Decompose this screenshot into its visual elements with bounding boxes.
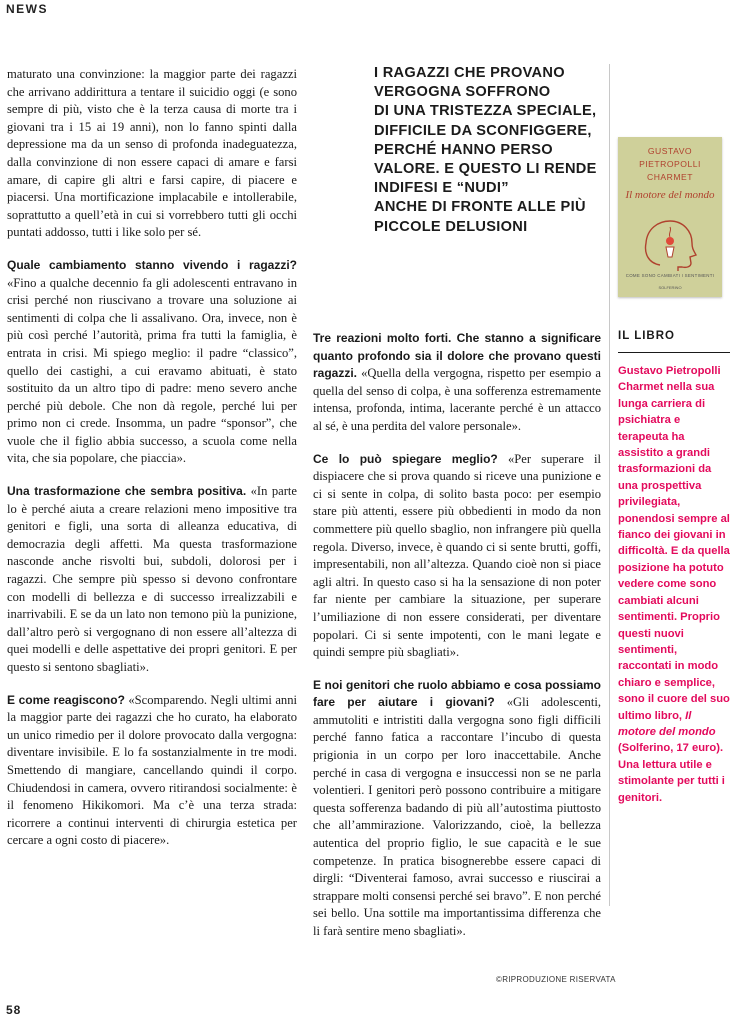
paragraph: E come reagiscono? «Scomparendo. Negli ultimi anni la maggior parte dei ragazzi che ho curato, ha elaborato un unico rimedio per il dolore provocato dalla vergogna: diventare invisibile. E lo fa sostanzialmente in tre modi. Smettendo di mangiare, cancellando quindi il corpo. Chiudendosi in camera, ovvero ritirandosi socialmente: è il fenomeno Hikikomori. Ma c’è una terza strada: ricorrere a continui interventi di chirurgia estetica per cercare a ogni costo di piacere». <box>7 692 298 848</box>
pull-quote-line: ANCHE DI FRONTE ALLE PIÙ <box>374 199 586 216</box>
pull-quote-line: INDIFESI E “NUDI” <box>374 180 509 197</box>
paragraph: E noi genitori che ruolo abbiamo e cosa possiamo fare per aiutare i giovani? «Gli adolescenti, ammutoliti e intristiti dalla vergogna sono figli difficili perché fanno fatica a raccontare l’incubo di questa prigionia in un corpo per loro inaccettabile. Anche perché in casa di vergogna e insuccessi non se ne parla volentieri. I genitori però possono contribuire a mitigare questa sofferenza badando di più all’autostima piuttosto che all’ammirazione. Valorizzando, cioè, la bellezza autentica del proprio figlio, le sue capacità e le sue competenze. In pratica bisognerebbe essere capaci di dirgli: “Diventerai famoso, avrai successo e riuscirai a strappare molti consensi perché sei bravo”. E non perché sei bello. Una sottile ma importantissima differenza che li farà sentire meno sbagliati». <box>313 677 601 938</box>
question-lead: E come reagiscono? <box>7 692 125 707</box>
sidebar-rule <box>618 352 730 353</box>
pull-quote-line: PERCHÉ HANNO PERSO <box>374 141 553 158</box>
article-column-1 <box>7 66 297 865</box>
book-cover-publisher: SOLFERINO <box>658 285 682 290</box>
question-lead: E noi genitori che ruolo abbiamo e cosa possiamo fare per aiutare i giovani? <box>313 677 601 710</box>
question-lead: Quale cambiamento stanno vivendo i ragazzi? <box>7 257 297 272</box>
sidebar-text: Gustavo Pietropolli Charmet nella sua lunga carriera di psichiatra e terapeuta ha assistito a grandi trasformazioni da una prospettiva privilegiata, ponendosi sempre al fianco dei giovani in difficoltà. E da quella posizione ha potuto vedere come sono cambiati alcuni sentimenti. Proprio questi nuovi sentimenti, raccontati in modo chiaro e semplice, sono il cuore del suo ultimo libro, Il motore del mondo (Solferino, 17 euro). Una lettura utile e stimolante per tutti i genitori. <box>618 365 730 804</box>
sidebar-kicker: IL LIBRO <box>618 330 675 342</box>
pull-quote-line: VERGOGNA SOFFRONO <box>374 84 551 101</box>
pull-quote-line: DI UNA TRISTEZZA SPECIALE, <box>374 103 597 120</box>
pull-quote <box>374 64 604 237</box>
copyright-credit: ©RIPRODUZIONE RISERVATA <box>496 975 616 984</box>
question-lead: Tre reazioni molto forti. Che stanno a significare quanto profondo sia il dolore che provano questi ragazzi. <box>313 331 601 381</box>
paragraph: maturato una convinzione: la maggior parte dei ragazzi che arrivano addirittura a tentare il suicidio oggi (e sono sempre di più, visto che è la terza causa di morte tra i giovani tra i 15 ai 19 anni), non lo fanno spinti dalla depressione ma da un senso di profonda inadeguatezza, dalla convinzione di non essere capaci di amare e farsi amare, di capire gli altri e farsi capire, di piacere e piacersi. Una mortificazione implacabile e intollerabile, soprattutto a quell’età in cui si vorrebbero tutti gli occhi puntati addosso, tutti i like solo per sé. <box>7 67 297 240</box>
paragraph: Tre reazioni molto forti. Che stanno a significare quanto profondo sia il dolore che provano questi ragazzi. «Quella della vergogna, rispetto per esempio a quella del senso di colpa, è una sofferenza estremamente intensa, profonda, intima, lacerante perché è un attacco al sé, è una perdita del valore personale». <box>313 331 601 433</box>
book-cover-title: Il motore del mondo <box>625 189 715 201</box>
pull-quote-line: DIFFICILE DA SCONFIGGERE, <box>374 122 592 139</box>
sidebar-book-title: Il motore del mondo <box>618 709 716 738</box>
paragraph: Ce lo può spiegare meglio? «Per superare il dispiacere che si prova quando si riceve una punizione e ci si sente in colpa, di solito basta poco: per esempio stare più attenti, essere più obbedienti in modo da non commettere più quello sbaglio, non infrangere più quella regola. Diverso, invece, è quando ci si sente brutti, goffi, impresentabili, non all’altezza. Quando cioè non si piace agli altri. In questo caso si ha la sensazione di non poter far niente per cambiare la situazione, per superare l’umiliazione di non essere considerati, per diventare popolari. Ci si sente impotenti, con le mani legate e quindi sempre più sbagliati». <box>313 451 601 660</box>
head-illustration-icon <box>638 213 702 271</box>
book-cover-author: GUSTAVO PIETROPOLLI CHARMET <box>639 146 701 182</box>
book-cover-subtitle: COME SONO CAMBIATI I SENTIMENTI <box>625 273 715 278</box>
paragraph: Quale cambiamento stanno vivendo i ragazzi? «Fino a qualche decennio fa gli adolescenti entravano in crisi perché non riuscivano a trovare una soluzione ai sentimenti di colpa che li assalivano. Ora, invece, non è più così perché l’autorità, prima fra tutti la famiglia, è entrata in crisi. Mi spiego meglio: il padre “classico”, quello dei castighi, a cui eravamo abituati, è stato sostituito da un altro tipo di padre: meno severo anche perché più debole. Che non dà regole, perché lui per primo non ci crede. Insomma, un padre “sponsor”, che vuole che il figlio abbia successo, a scuola come nella vita, che sia popolare, che piaccia». <box>7 257 297 466</box>
pull-quote-line: VALORE. E QUESTO LI RENDE <box>374 161 597 178</box>
column-divider <box>609 64 610 906</box>
section-label: NEWS <box>6 2 48 16</box>
article-column-2 <box>313 330 601 956</box>
pull-quote-line: I RAGAZZI CHE PROVANO <box>374 65 565 81</box>
book-cover-image <box>618 137 722 297</box>
pull-quote-line: PICCOLE DELUSIONI <box>374 218 528 235</box>
paragraph: Una trasformazione che sembra positiva. «In parte lo è perché aiuta a creare relazioni meno impositive tra genitori e figli, una sorta di alleanza educativa, di democrazia degli affetti. Ma questa trasformazione nasconde anche risvolti bui, subdoli, dolorosi per i ragazzi. Che sempre più spesso si devono confrontare con modelli di bellezza e di successo irrealizzabili e inarrivabili. E se da un lato non temono più la punizione, dall’altro però si vergognano di non essere all’altezza di quei modelli e delle aspettative dei propri genitori. E per questo si sentono sbagliati». <box>7 484 298 674</box>
book-sidebar <box>618 330 730 806</box>
page-number: 58 <box>6 1003 22 1017</box>
question-lead: Una trasformazione che sembra positiva. <box>7 484 247 499</box>
question-lead: Ce lo può spiegare meglio? <box>313 451 498 466</box>
